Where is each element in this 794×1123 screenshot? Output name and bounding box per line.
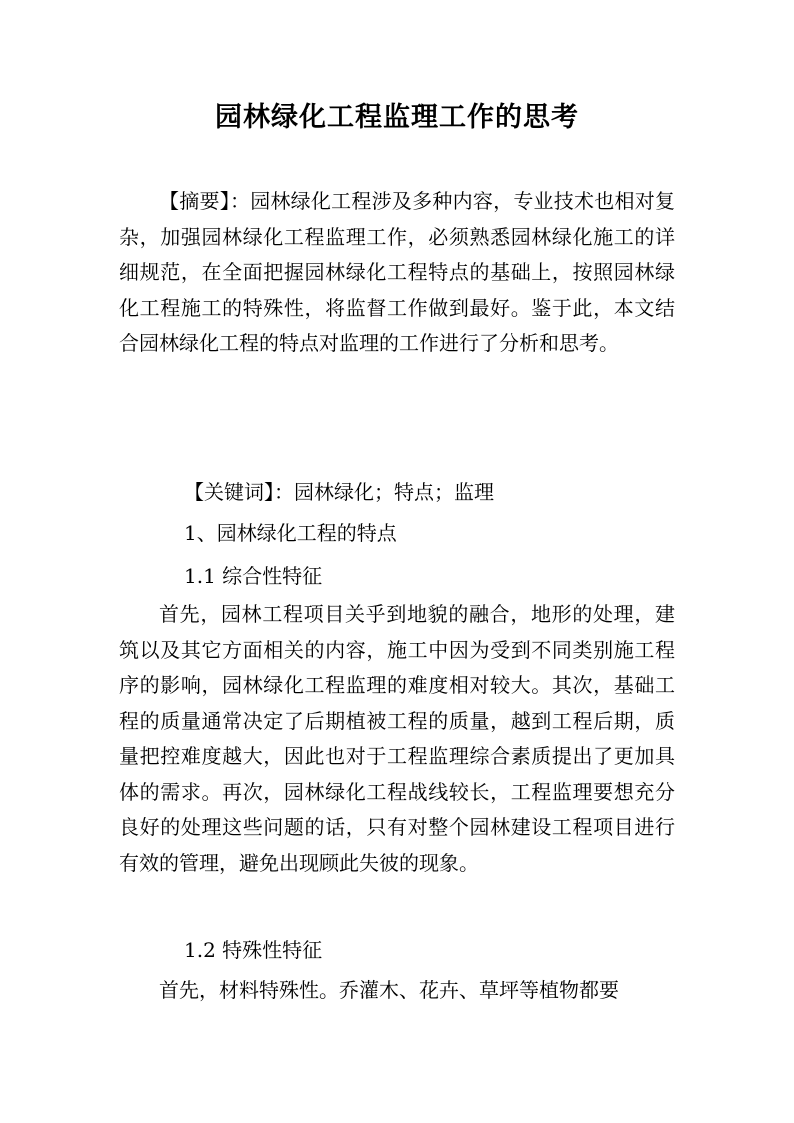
keywords-line: 【关键词】：园林绿化；特点；监理: [184, 480, 494, 504]
section-heading-1-1: 1.1 综合性特征: [184, 564, 323, 588]
abstract-paragraph: 【摘要】：园林绿化工程涉及多种内容，专业技术也相对复杂，加强园林绿化工程监理工作，必须熟悉园林绿化施工的详细规范，在全面把握园林绿化工程特点的基础上，按照园林绿化工程施工的特殊性，将监督工作做到最好。鉴于此，本文结合园林绿化工程的特点对监理的工作进行了分析和思考。: [119, 189, 675, 355]
section-1-1-body: 首先，园林工程项目关乎到地貌的融合，地形的处理，建筑以及其它方面相关的内容，施工中因为受到不同类别施工程序的影响，园林绿化工程监理的难度相对较大。其次，基础工程的质量通常决定了后期植被工程的质量，越到工程后期，质量把控难度越大，因此也对于工程监理综合素质提出了更加具体的需求。再次，园林绿化工程战线较长，工程监理要想充分良好的处理这些问题的话，只有对整个园林建设工程项目进行有效的管理，避免出现顾此失彼的现象。: [119, 602, 675, 875]
section-heading-1: 1、园林绿化工程的特点: [184, 521, 397, 545]
section-1-2-body: 首先，材料特殊性。乔灌木、花卉、草坪等植物都要: [159, 978, 619, 1002]
section-heading-1-2: 1.2 特殊性特征: [184, 938, 323, 962]
document-title: 园林绿化工程监理工作的思考: [215, 102, 579, 133]
